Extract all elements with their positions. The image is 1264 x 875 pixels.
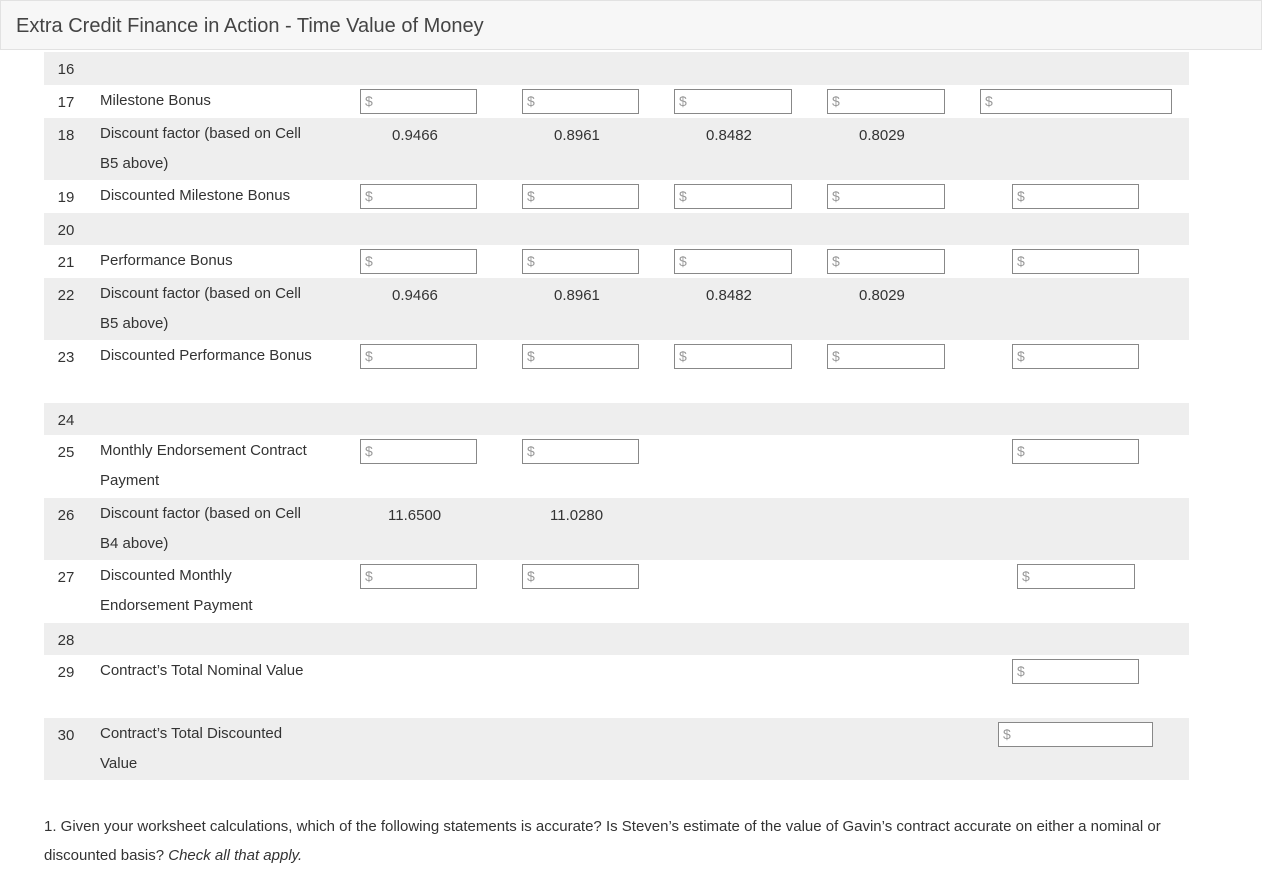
dollar-sign: $ [679, 253, 687, 269]
row-label: Performance Bonus [100, 252, 233, 269]
dollar-sign: $ [527, 568, 535, 584]
table-row-28 [44, 623, 1189, 655]
table-row-20 [44, 213, 1189, 245]
total-nominal-value-input[interactable] [1012, 659, 1139, 684]
row-number: 29 [57, 664, 75, 681]
row-number: 27 [57, 569, 75, 586]
discounted-monthly-input-1[interactable] [360, 564, 477, 589]
row-number: 23 [57, 349, 75, 366]
dollar-sign: $ [527, 253, 535, 269]
row-label: Contract’s Total Discounted Value [100, 725, 283, 772]
table-row-18 [44, 118, 1189, 180]
row-label: Discount factor (based on Cell B4 above) [100, 505, 301, 552]
dollar-sign: $ [365, 93, 373, 109]
row-label: Discounted Milestone Bonus [100, 187, 291, 204]
discount-factor-value: 0.8029 [859, 287, 905, 304]
row-label: Discounted Monthly Endorsement Payment [100, 567, 253, 614]
discount-factor-value: 0.8961 [554, 287, 600, 304]
row-number: 19 [57, 189, 75, 206]
monthly-endorsement-input-1[interactable] [360, 439, 477, 464]
discount-factor-value: 11.0280 [550, 507, 604, 524]
dollar-sign: $ [832, 93, 840, 109]
dollar-sign: $ [365, 188, 373, 204]
dollar-sign: $ [365, 253, 373, 269]
milestone-bonus-input-3[interactable] [674, 89, 792, 114]
question-text: 1. Given your worksheet calculations, which of the following statements is accurate? Is Steven’s estimate of the value of Gavin’s contract accurate on either a nominal or discounted basis? [44, 818, 1161, 864]
dollar-sign: $ [365, 348, 373, 364]
row-label: Monthly Endorsement Contract Payment [100, 442, 307, 489]
discounted-monthly-input-2[interactable] [522, 564, 639, 589]
table-row-26 [44, 498, 1189, 560]
table-row-16 [44, 52, 1189, 85]
row-number: 16 [57, 61, 75, 78]
performance-bonus-input-3[interactable] [674, 249, 792, 274]
row-number: 22 [57, 287, 75, 304]
monthly-endorsement-input-total[interactable] [1012, 439, 1139, 464]
milestone-bonus-input-total[interactable] [980, 89, 1172, 114]
row-number: 20 [57, 222, 75, 239]
table-row-17 [44, 85, 1189, 118]
discounted-milestone-input-4[interactable] [827, 184, 945, 209]
dollar-sign: $ [1017, 443, 1025, 459]
row-number: 26 [57, 507, 75, 524]
monthly-endorsement-input-2[interactable] [522, 439, 639, 464]
row-number: 28 [57, 632, 75, 649]
row-number: 24 [57, 412, 75, 429]
dollar-sign: $ [527, 348, 535, 364]
table-row-27 [44, 560, 1189, 623]
dollar-sign: $ [365, 568, 373, 584]
row-label: Discounted Performance Bonus [100, 347, 312, 364]
row-number: 18 [57, 127, 75, 144]
dollar-sign: $ [527, 443, 535, 459]
discount-factor-value: 0.8029 [859, 127, 905, 144]
discount-factor-value: 0.8482 [706, 287, 752, 304]
discounted-performance-input-3[interactable] [674, 344, 792, 369]
dollar-sign: $ [1017, 253, 1025, 269]
discounted-performance-input-4[interactable] [827, 344, 945, 369]
discounted-milestone-input-3[interactable] [674, 184, 792, 209]
row-number: 30 [57, 727, 75, 744]
table-row-25 [44, 435, 1189, 498]
row-label: Contract’s Total Nominal Value [100, 662, 304, 679]
milestone-bonus-input-2[interactable] [522, 89, 639, 114]
dollar-sign: $ [832, 253, 840, 269]
dollar-sign: $ [679, 348, 687, 364]
discount-factor-value: 0.8961 [554, 127, 600, 144]
table-row-23 [44, 340, 1189, 403]
dollar-sign: $ [527, 93, 535, 109]
discounted-performance-input-1[interactable] [360, 344, 477, 369]
dollar-sign: $ [1017, 188, 1025, 204]
discounted-monthly-input-total[interactable] [1017, 564, 1135, 589]
discounted-milestone-input-1[interactable] [360, 184, 477, 209]
performance-bonus-input-4[interactable] [827, 249, 945, 274]
dollar-sign: $ [1017, 663, 1025, 679]
discount-factor-value: 0.9466 [392, 127, 438, 144]
table-row-22 [44, 278, 1189, 340]
dollar-sign: $ [832, 188, 840, 204]
row-label: Milestone Bonus [100, 92, 211, 109]
dollar-sign: $ [1003, 726, 1011, 742]
dollar-sign: $ [832, 348, 840, 364]
table-row-19 [44, 180, 1189, 213]
total-discounted-value-input[interactable] [998, 722, 1153, 747]
table-row-24 [44, 403, 1189, 435]
discounted-milestone-input-2[interactable] [522, 184, 639, 209]
row-number: 17 [57, 94, 75, 111]
dollar-sign: $ [679, 93, 687, 109]
discount-factor-value: 0.8482 [706, 127, 752, 144]
dollar-sign: $ [1022, 568, 1030, 584]
performance-bonus-input-1[interactable] [360, 249, 477, 274]
row-label: Discount factor (based on Cell B5 above) [100, 125, 301, 172]
discount-factor-value: 11.6500 [388, 507, 442, 524]
table-row-29 [44, 655, 1189, 718]
milestone-bonus-input-4[interactable] [827, 89, 945, 114]
dollar-sign: $ [365, 443, 373, 459]
dollar-sign: $ [985, 93, 993, 109]
performance-bonus-input-total[interactable] [1012, 249, 1139, 274]
page-title: Extra Credit Finance in Action - Time Value of Money [16, 15, 484, 37]
discounted-milestone-input-total[interactable] [1012, 184, 1139, 209]
discounted-performance-input-total[interactable] [1012, 344, 1139, 369]
question-instruction: Check all that apply. [168, 847, 303, 864]
discounted-performance-input-2[interactable] [522, 344, 639, 369]
discount-factor-value: 0.9466 [392, 287, 438, 304]
dollar-sign: $ [679, 188, 687, 204]
dollar-sign: $ [1017, 348, 1025, 364]
row-number: 25 [57, 444, 75, 461]
table-row-21 [44, 245, 1189, 278]
question-prompt [44, 812, 1204, 870]
table-row-30 [44, 718, 1189, 780]
dollar-sign: $ [527, 188, 535, 204]
title-bar [0, 0, 1262, 50]
row-number: 21 [57, 254, 75, 271]
row-label: Discount factor (based on Cell B5 above) [100, 285, 301, 332]
milestone-bonus-input-1[interactable] [360, 89, 477, 114]
performance-bonus-input-2[interactable] [522, 249, 639, 274]
